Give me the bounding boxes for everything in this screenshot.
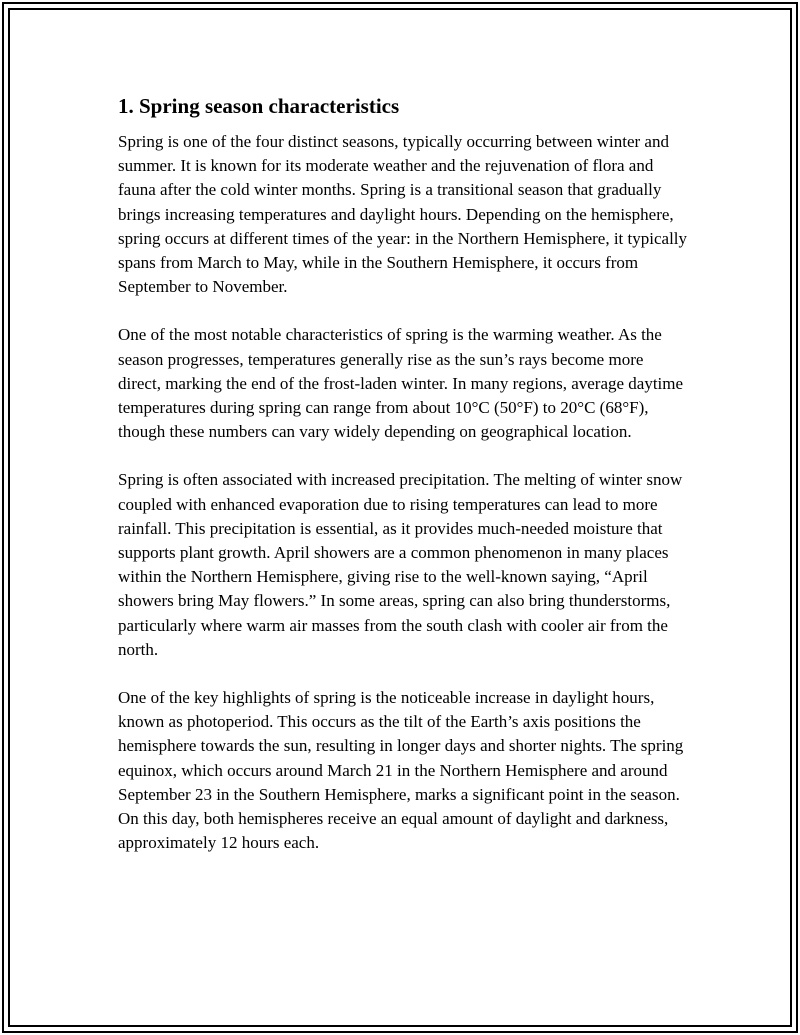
section-heading: 1. Spring season characteristics	[118, 94, 400, 118]
paragraph-intro: Spring is one of the four distinct seasons, typically occurring between winter and summer. It is known for its moderate weather and the rejuvenation of flora and fauna after the cold winter months. Spring is a transitional season that gradually brings increasing temperatures and daylight hours. Depending on the hemisphere, spring occurs at different times of the year: in the Northern Hemisphere, it typically spans from March to May, while in the Southern Hemisphere, it occurs from September to November.	[118, 132, 688, 297]
paragraph-weather: One of the most notable characteristics of spring is the warming weather. As the season progresses, temperatures generally rise as the sun’s rays become more direct, marking the end of the frost-laden winter. In many regions, average daytime temperatures during spring can range from about 10°C (50°F) to 20°C (68°F), though these numbers can vary widely depending on geographical location.	[118, 325, 684, 442]
document-body	[118, 92, 688, 879]
paragraph-daylight: One of the key highlights of spring is the noticeable increase in daylight hours, known as photoperiod. This occurs as the tilt of the Earth’s axis positions the hemisphere towards the sun, resulting in longer days and shorter nights. The spring equinox, which occurs around March 21 in the Northern Hemisphere and around September 23 in the Southern Hemisphere, marks a significant point in the season. On this day, both hemispheres receive an equal amount of daylight and darkness, approximately 12 hours each.	[118, 688, 684, 853]
paragraph-precipitation: Spring is often associated with increased precipitation. The melting of winter snow coupled with enhanced evaporation due to rising temperatures can lead to more rainfall. This precipitation is essential, as it provides much-needed moisture that supports plant growth. April showers are a common phenomenon in many places within the Northern Hemisphere, giving rise to the well-known saying, “April showers bring May flowers.” In some areas, spring can also bring thunderstorms, particularly where warm air masses from the south clash with cooler air from the north.	[118, 470, 683, 659]
